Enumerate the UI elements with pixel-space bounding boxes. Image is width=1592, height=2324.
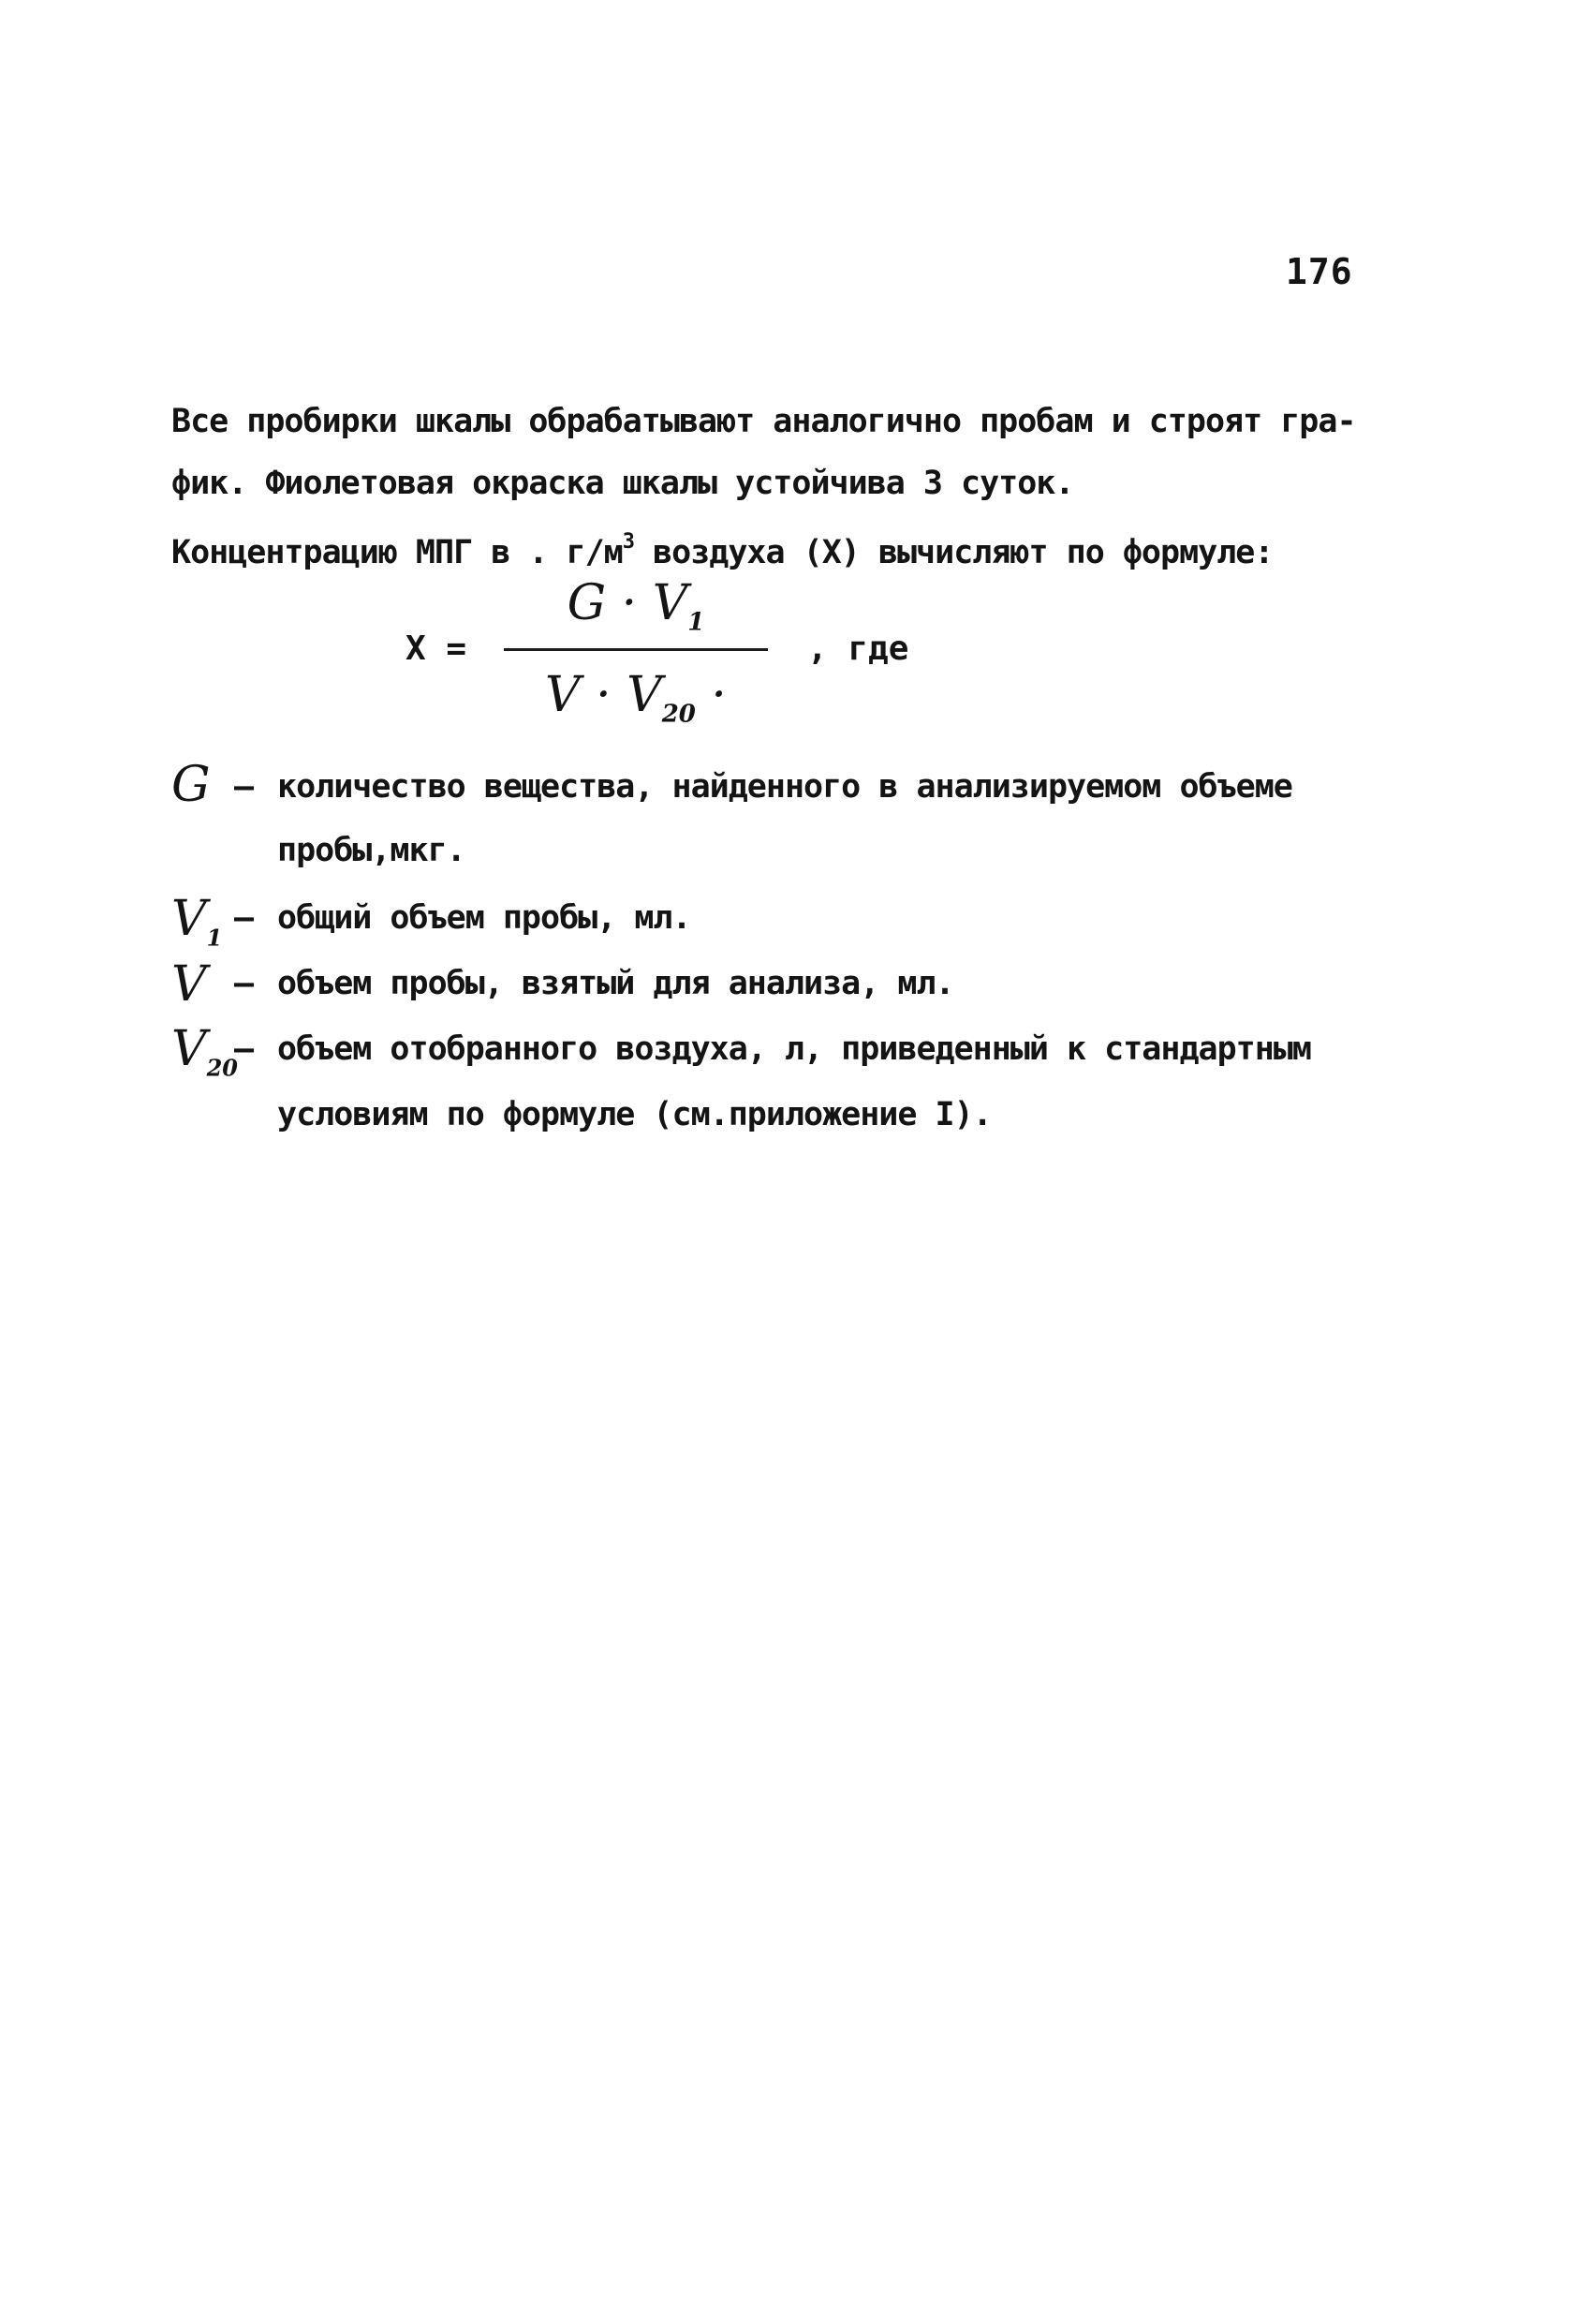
definition-dash: – xyxy=(234,1030,255,1068)
definition-continuation: условиям по формуле (см.приложение I). xyxy=(277,1096,992,1133)
definition-dash: – xyxy=(234,768,255,806)
cube-superscript: 3 xyxy=(622,530,634,554)
definition-continuation: пробы,мкг. xyxy=(277,832,465,869)
definition-symbol xyxy=(171,956,207,1014)
line-3-end: воздуха (X) вычисляют по формуле: xyxy=(633,534,1274,571)
numerator-subscript: 1 xyxy=(687,608,705,637)
paragraph-line-1: Все пробирки шкалы обрабатывают аналогично пробам и строят гра- xyxy=(171,403,1356,440)
denominator-text: V · V xyxy=(545,667,662,723)
formula-lhs: X = xyxy=(405,629,467,668)
definition-text: объем пробы, взятый для анализа, мл. xyxy=(277,965,954,1002)
definition-text: объем отобранного воздуха, л, приведенный к стандартным xyxy=(277,1030,1311,1068)
formula-numerator xyxy=(524,575,747,636)
symbol-letter: V xyxy=(171,956,207,1013)
definition-symbol xyxy=(171,1021,238,1082)
definition-dash: – xyxy=(234,899,255,937)
definition-text: общий объем пробы, мл. xyxy=(277,899,691,937)
page-number: 176 xyxy=(1286,251,1353,292)
symbol-letter: G xyxy=(171,757,211,813)
fraction-bar xyxy=(504,648,768,651)
numerator-text: G · V xyxy=(567,575,688,631)
paragraph-line-3 xyxy=(171,530,1273,571)
line-3-start: Концентрацию МПГ в . г/м xyxy=(171,534,623,571)
paragraph-line-2: фик. Фиолетовая окраска шкалы устойчива 3 суток. xyxy=(171,465,1074,502)
denominator-subscript: 20 xyxy=(661,700,696,729)
definition-symbol xyxy=(171,757,211,815)
formula-where: , где xyxy=(807,629,909,668)
symbol-letter: V xyxy=(171,1021,207,1077)
symbol-letter: V xyxy=(171,891,207,947)
definition-dash: – xyxy=(234,965,255,1002)
denominator-tail: · xyxy=(695,667,727,723)
definition-symbol xyxy=(171,891,223,952)
symbol-subscript: 20 xyxy=(206,1054,238,1082)
symbol-subscript: 1 xyxy=(206,924,223,952)
formula-denominator xyxy=(524,667,747,728)
definition-text: количество вещества, найденного в анализируемом объеме xyxy=(277,768,1292,806)
